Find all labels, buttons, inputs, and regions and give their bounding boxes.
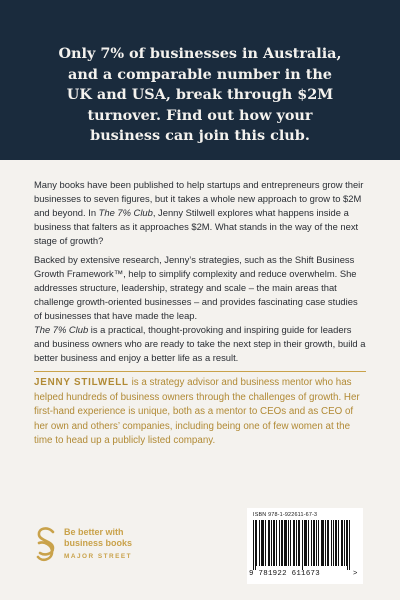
- barcode-bar: [281, 520, 282, 566]
- barcode-bar: [328, 520, 329, 566]
- barcode-bar: [346, 520, 347, 566]
- barcode-bar: [286, 520, 287, 566]
- barcode-bar: [290, 520, 291, 566]
- barcode-bar: [285, 520, 286, 566]
- barcode-bar: [342, 520, 343, 566]
- barcode-bar: [253, 520, 254, 570]
- barcode-bar: [308, 520, 309, 566]
- barcode-bar: [276, 520, 277, 566]
- barcode-bar: [333, 520, 334, 566]
- barcode-bar: [273, 520, 274, 566]
- barcode-bar: [313, 520, 314, 566]
- barcode-bar: [341, 520, 342, 566]
- barcode-bar: [259, 520, 260, 566]
- barcode-bar: [288, 520, 289, 566]
- tagline-line-2: business books: [64, 538, 133, 548]
- barcode-bars: [253, 520, 351, 570]
- barcode-bar: [298, 520, 299, 566]
- paragraph-text: Many books have been published to help startups and entrepreneurs grow their businesses to seven figures, but it takes a whole new approach to grow to $2M and beyond. In: [34, 179, 364, 218]
- barcode-bar: [293, 520, 294, 566]
- headline-band: [0, 0, 400, 160]
- barcode-bar: [296, 520, 297, 566]
- tagline-line-1: Be better with: [64, 527, 124, 537]
- paragraph-text: is a practical, thought-provoking and inspiring guide for leaders and business owners who are ready to take the next step in their growth, build a better business and enjoy a better life as a result.: [34, 324, 366, 363]
- barcode-bar: [282, 520, 283, 566]
- barcode-bar: [311, 520, 312, 566]
- barcode-bar: [323, 520, 324, 566]
- book-title-italic: The 7% Club: [34, 324, 89, 335]
- major-street-logo-icon: [34, 527, 58, 563]
- barcode-bar: [335, 520, 336, 566]
- barcode-bar: [321, 520, 322, 566]
- author-bio: [34, 376, 366, 449]
- barcode-bar: [349, 520, 350, 570]
- gold-divider: [34, 371, 366, 372]
- description-paragraph-2: Backed by extensive research, Jenny’s strategies, such as the Shift Business Growth Framework™, help to simplify complexity and reduce overwhelm. She addresses structure, leadership, strategy and scale – the main areas that challenge growth-oriented businesses – and provides fascinating case studies of businesses that have made the leap.: [34, 254, 358, 321]
- description-paragraph-3: [34, 323, 366, 365]
- barcode-bar: [344, 520, 345, 566]
- barcode-bar: [347, 520, 348, 570]
- barcode-bar: [316, 520, 317, 566]
- isbn-label: ISBN 978-1-922611-67-3: [253, 512, 318, 518]
- barcode-bar: [268, 520, 269, 566]
- book-title-italic: The 7% Club: [98, 207, 153, 218]
- barcode-bar: [325, 520, 326, 566]
- barcode-bar: [314, 520, 315, 566]
- barcode-bar: [262, 520, 263, 566]
- barcode-bar: [336, 520, 337, 566]
- barcode-bar: [304, 520, 305, 566]
- isbn-barcode: [247, 508, 363, 584]
- barcode-bar: [294, 520, 295, 566]
- barcode-digits: 9 781922 611673: [249, 570, 321, 578]
- author-name: JENNY STILWELL: [34, 377, 129, 388]
- barcode-bar: [305, 520, 306, 566]
- barcode-bar: [331, 520, 332, 566]
- barcode-bar: [265, 520, 266, 566]
- headline-blurb: Only 7% of businesses in Australia, and a comparable number in the UK and USA, break through $2M turnover. Find out how your business can join this club.: [58, 45, 342, 144]
- barcode-bar: [327, 520, 328, 566]
- barcode-bar: [261, 520, 262, 566]
- barcode-bar: [302, 520, 303, 570]
- barcode-bar: [318, 520, 319, 566]
- barcode-bar: [274, 520, 275, 566]
- barcode-bar: [284, 520, 285, 566]
- publisher-tagline: [64, 527, 160, 549]
- barcode-bar: [255, 520, 256, 570]
- barcode-quiet-zone-marker: >: [353, 570, 358, 578]
- barcode-bar: [338, 520, 339, 566]
- publisher-logo: [34, 527, 164, 573]
- barcode-bar: [256, 520, 257, 566]
- barcode-bar: [306, 520, 307, 566]
- author-bio-text: is a strategy advisor and business mentor who has helped hundreds of business owners through the challenges of growth. Her first-hand experience is unique, both as a mentor to CEOs and as CEO of her own and others’ companies, including being one of few women at the time to head up a publicly listed company.: [34, 377, 360, 447]
- barcode-bar: [269, 520, 270, 566]
- barcode-bar: [279, 520, 280, 566]
- publisher-brand: MAJOR STREET: [64, 553, 133, 560]
- paragraph-text: , Jenny Stilwell explores what happens inside a business that falters as it approaches $2M. What stands in the way of the next stage of growth?: [34, 207, 359, 246]
- barcode-bar: [322, 520, 323, 566]
- barcode-bar: [271, 520, 272, 566]
- barcode-bar: [299, 520, 300, 566]
- barcode-bar: [263, 520, 264, 566]
- description-paragraph-1: [34, 178, 366, 248]
